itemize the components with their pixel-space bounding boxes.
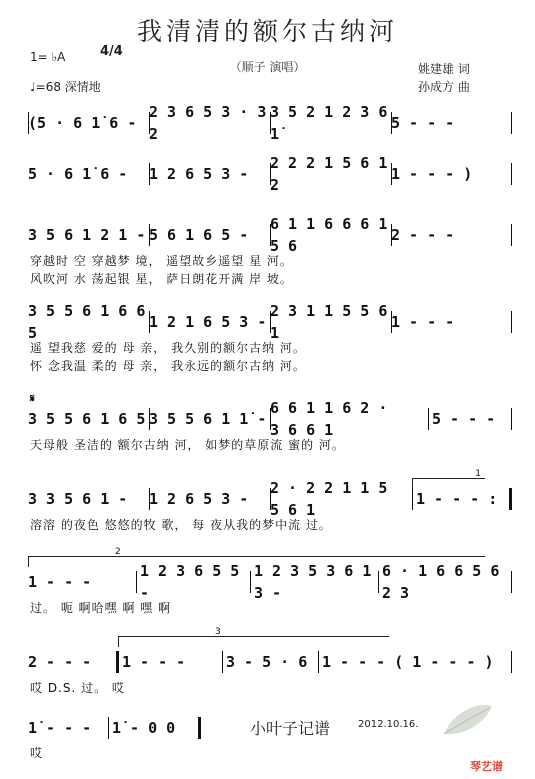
score-system-8	[28, 651, 512, 673]
measure: 1 - - - :	[416, 490, 498, 508]
performer: （顺子 演唱）	[229, 60, 306, 74]
measure: 3 - 5 · 6	[226, 653, 308, 671]
score-system-7	[28, 562, 512, 602]
measure: 2 · 2 2 1 1 5 5 6 1	[270, 479, 388, 519]
measure: 1 - - - ( 1 - - - )	[322, 653, 494, 671]
measure: 3 5 6 1 2 1 -	[28, 226, 146, 244]
measure: 2 - - -	[28, 653, 92, 671]
measure: 3 5 5 6 1 6 6 5	[28, 302, 146, 342]
measure: 5 6 1 6 5 -	[149, 226, 249, 244]
first-ending-bracket: 1	[412, 478, 485, 489]
measure: 1 - - -	[122, 653, 186, 671]
leaf-icon	[440, 700, 496, 740]
measure: 1 2 1 6 5 3 -	[149, 313, 267, 331]
measure: 6 · 1 6 6 5 6 2 3	[382, 562, 500, 602]
measure: 1 - - -	[28, 573, 92, 591]
time-signature: 4/4	[100, 44, 123, 59]
measure: 1 - - -	[391, 313, 455, 331]
score-system-3	[28, 215, 512, 255]
measure: 1 2 6 5 3 -	[149, 490, 249, 508]
segno-icon: 𝄋	[30, 392, 35, 405]
lyric-line: 天母般 圣洁的 额尔古纳 河， 如梦的草原流 蜜的 河。	[30, 438, 345, 452]
score-system-2	[28, 154, 512, 194]
score-system-5	[28, 399, 512, 439]
measure: 1 2 3 6 5 5 -	[140, 562, 240, 602]
site-logo: 琴艺谱	[470, 760, 503, 773]
third-ending-bracket: 3	[118, 636, 389, 647]
second-ending-bracket: 2	[28, 556, 485, 567]
lyric-line: 怀 念我温 柔的 母 亲， 我永远的额尔古纳 河。	[30, 359, 306, 373]
measure: 3 5 5 6 1 6 5	[28, 410, 146, 428]
transcription-date: 2012.10.16.	[358, 719, 419, 730]
lyric-line: 溶溶 的夜色 悠悠的牧 歌， 每 夜从我的梦中流 过。	[30, 518, 332, 532]
measure: 5 - - -	[391, 114, 455, 132]
measure: 6 1 1 6 6 6 1 5 6	[270, 215, 388, 255]
measure: 1 2 6 5 3 -	[149, 165, 249, 183]
measure: 2 3 1 1 5 5 6 1	[270, 302, 388, 342]
lyricist: 姚建雄 词	[418, 62, 470, 76]
measure: 2 3 6 5 3 · 3 2	[149, 103, 267, 143]
lyric-line: 风吹河 水 荡起银 星， 萨日朗花开满 岸 坡。	[30, 272, 293, 286]
measure: 1̇ - 0 0	[112, 719, 176, 737]
measure: 2 2 2 1 5 6 1 2	[270, 154, 388, 194]
lyric-line: 哎 D.S. 过。 哎	[30, 681, 125, 695]
measure: 1 - - - )	[391, 165, 473, 183]
measure: 1̇ - - -	[28, 719, 92, 737]
key-signature: 1= ♭A	[30, 50, 66, 64]
score-system-4	[28, 302, 512, 342]
score-system-6	[28, 479, 512, 519]
measure: 6 6 1 1 6 2 · 3 6 6 1	[270, 399, 388, 439]
measure: 5 · 6 1̇ 6 -	[28, 165, 128, 183]
lyric-line: 哎	[30, 746, 44, 760]
measure: 2 - - -	[391, 226, 455, 244]
lyric-line: 穿越时 空 穿越梦 境， 遥望故乡遥望 星 河。	[30, 254, 293, 268]
measure: 3 3 5 6 1 -	[28, 490, 128, 508]
measure: (5 · 6 1̇ 6 -	[28, 114, 137, 132]
lyric-line: 遥 望我慈 爱的 母 亲， 我久别的额尔古纳 河。	[30, 341, 306, 355]
lyric-line: 过。 呃 啊哈嘿 啊 嘿 啊	[30, 601, 172, 615]
measure: 3 5 5 6 1 1̇ -	[149, 410, 267, 428]
song-title: 我清清的额尔古纳河	[136, 17, 398, 46]
measure: 5 - - -	[432, 410, 496, 428]
composer: 孙成方 曲	[418, 80, 470, 94]
tempo-marking: ♩=68 深情地	[30, 80, 101, 94]
score-system-1	[28, 103, 512, 143]
transcriber-signature: 小叶子记谱	[250, 719, 331, 738]
measure: 3 5 2 1 2 3 6 1̇	[270, 103, 388, 143]
measure: 1 2 3 5 3 6 1 3 -	[254, 562, 372, 602]
